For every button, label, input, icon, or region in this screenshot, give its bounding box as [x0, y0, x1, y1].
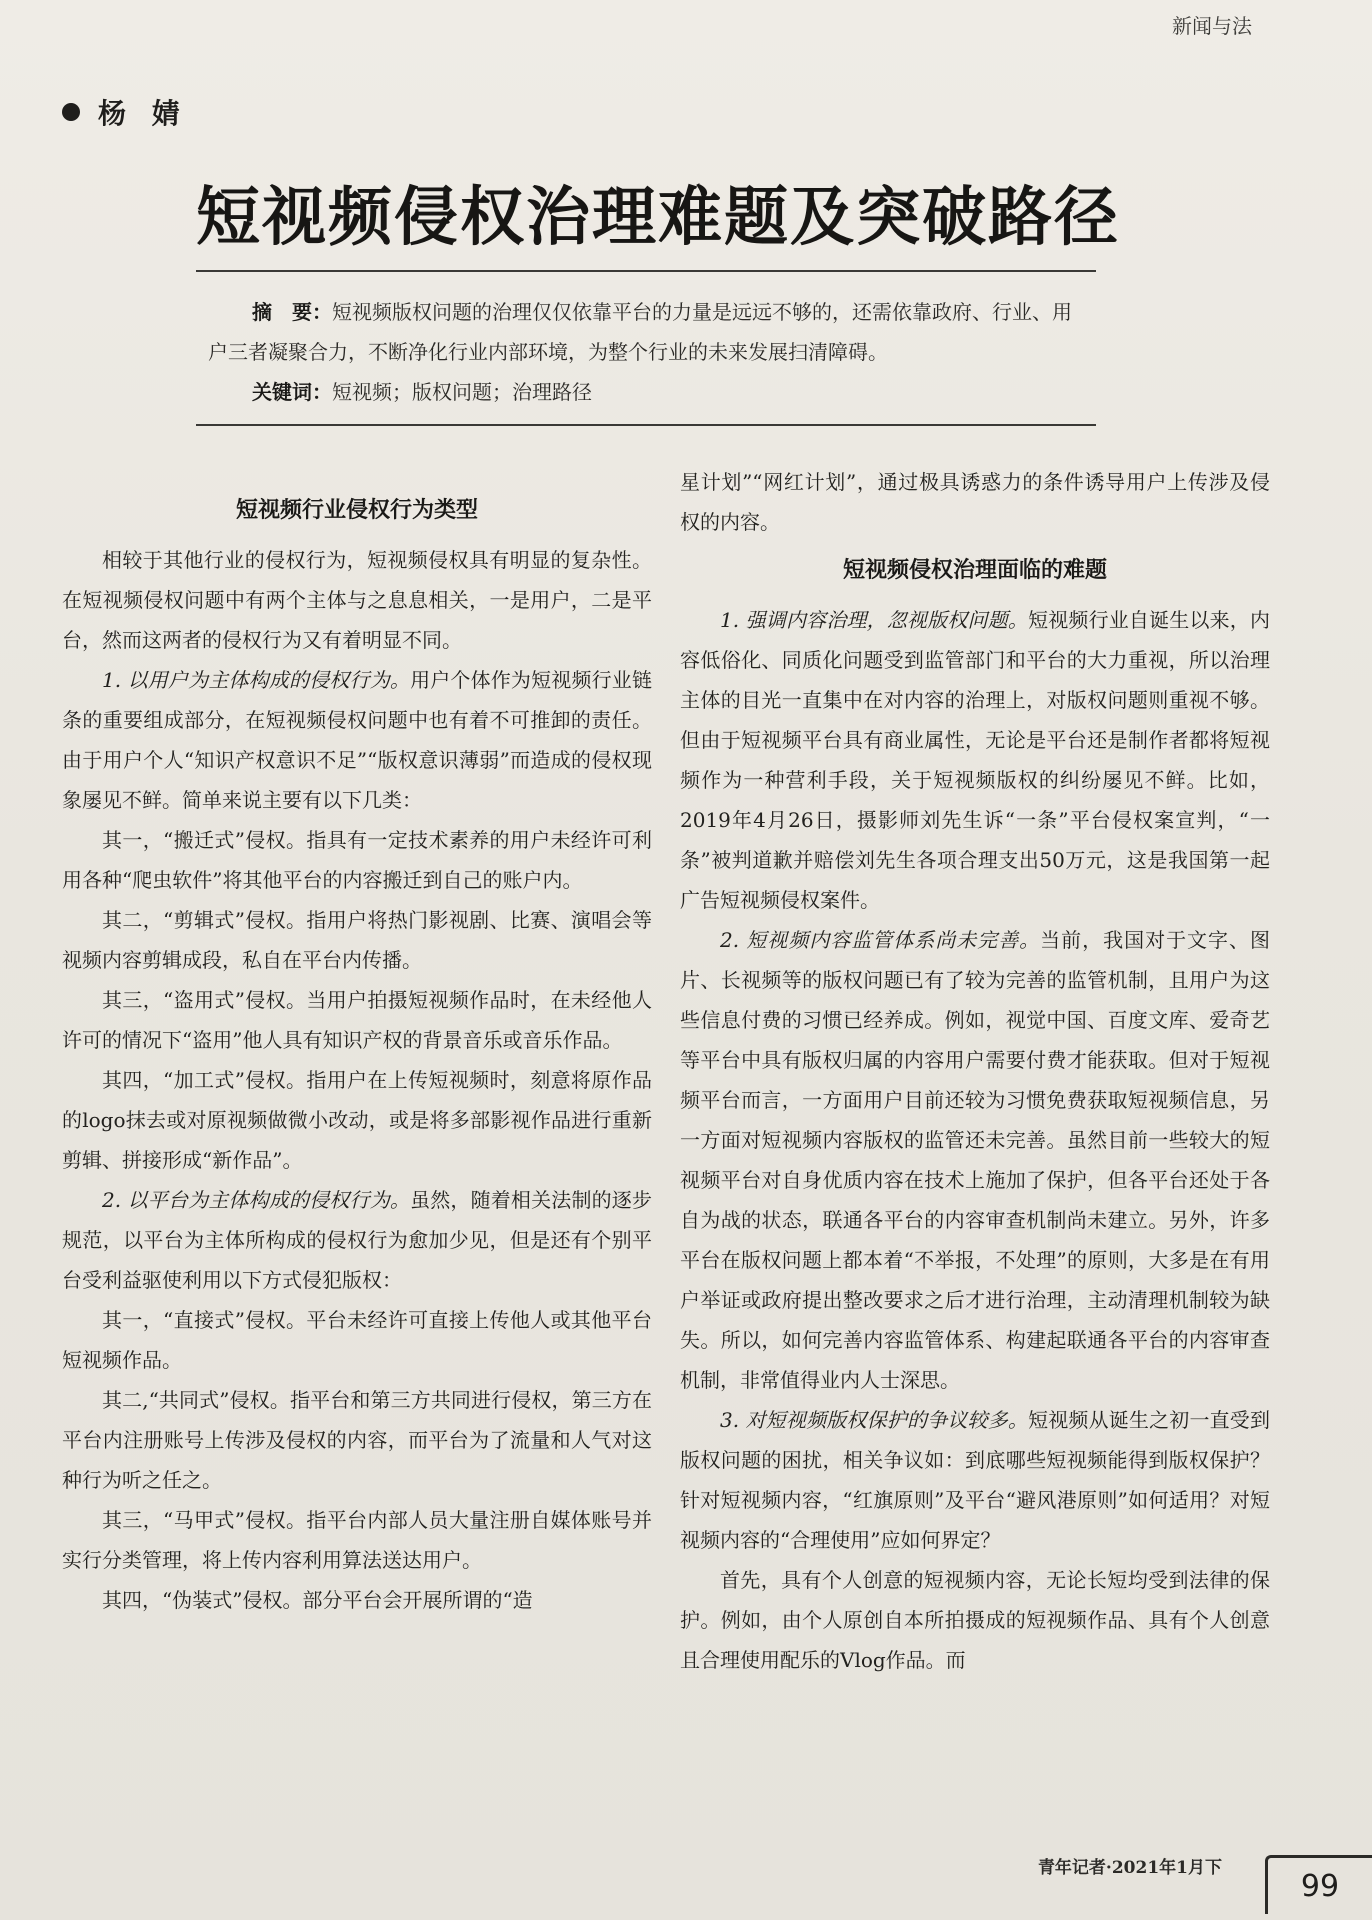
subheading: 2. 短视频内容监管体系尚未完善。 — [720, 928, 1041, 952]
subheading: 1. 以用户为主体构成的侵权行为。 — [102, 668, 411, 692]
paragraph: 其一，“搬迁式”侵权。指具有一定技术素养的用户未经许可利用各种“爬虫软件”将其他平台的内容搬迁到自己的账户内。 — [62, 828, 652, 892]
journal-footer: 青年记者·2021年1月下 — [1037, 1858, 1222, 1878]
abstract-block — [208, 292, 1088, 412]
paragraph: 其二,“共同式”侵权。指平台和第三方共同进行侵权，第三方在平台内注册账号上传涉及侵权的内容，而平台为了流量和人气对这种行为听之任之。 — [62, 1388, 652, 1492]
left-column — [62, 490, 652, 1620]
divider-top — [196, 270, 1096, 272]
keywords-label: 关键词： — [252, 380, 332, 404]
author-name: 杨 婧 — [98, 97, 188, 130]
divider-bottom — [196, 424, 1096, 426]
paragraph: 其三，“马甲式”侵权。指平台内部人员大量注册自媒体账号并实行分类管理，将上传内容利用算法送达用户。 — [62, 1508, 652, 1572]
keywords-text: 短视频；版权问题；治理路径 — [332, 380, 592, 404]
author-line — [62, 92, 188, 132]
abstract-paragraph — [208, 292, 1088, 372]
right-column — [680, 462, 1270, 1680]
section-label: 新闻与法 — [1172, 14, 1252, 38]
paragraph: 首先，具有个人创意的短视频内容，无论长短均受到法律的保护。例如，由个人原创自本所拍摄成的短视频作品、具有个人创意且合理使用配乐的Vlog作品。而 — [680, 1568, 1270, 1672]
paragraph: 其四，“伪装式”侵权。部分平台会开展所谓的“造 — [102, 1588, 533, 1612]
section-heading-types: 短视频行业侵权行为类型 — [235, 497, 478, 523]
section-heading-difficulties: 短视频侵权治理面临的难题 — [842, 557, 1107, 583]
paragraph: 3. 对短视频版权保护的争议较多。短视频从诞生之初一直受到版权问题的困扰，相关争议如：到底哪些短视频能得到版权保护？针对短视频内容，“红旗原则”及平台“避风港原则”如何适用？对短视频内容的“合理使用”应如何界定？ — [680, 1408, 1270, 1552]
paragraph: 其三，“盗用式”侵权。当用户拍摄短视频作品时，在未经他人许可的情况下“盗用”他人具有知识产权的背景音乐或音乐作品。 — [62, 988, 652, 1052]
keywords-paragraph — [208, 372, 1088, 412]
paragraph: 其一，“直接式”侵权。平台未经许可直接上传他人或其他平台短视频作品。 — [62, 1308, 652, 1372]
paragraph: 其四，“加工式”侵权。指用户在上传短视频时，刻意将原作品的logo抹去或对原视频做微小改动，或是将多部影视作品进行重新剪辑、拼接形成“新作品”。 — [62, 1068, 652, 1172]
subheading: 2. 以平台为主体构成的侵权行为。 — [102, 1188, 411, 1212]
page-number: 99 — [1265, 1855, 1372, 1914]
paragraph: 相较于其他行业的侵权行为，短视频侵权具有明显的复杂性。在短视频侵权问题中有两个主体与之息息相关，一是用户，二是平台，然而这两者的侵权行为又有着明显不同。 — [62, 548, 652, 652]
abstract-label: 摘 要： — [252, 300, 332, 324]
bullet-dot-icon — [62, 103, 80, 121]
article-title: 短视频侵权治理难题及突破路径 — [196, 180, 1120, 255]
subheading: 3. 对短视频版权保护的争议较多。 — [720, 1408, 1029, 1432]
paragraph: 1. 强调内容治理，忽视版权问题。短视频行业自诞生以来，内容低俗化、同质化问题受到监管部门和平台的大力重视，所以治理主体的目光一直集中在对内容的治理上，对版权问题则重视不够。但由于短视频平台具有商业属性，无论是平台还是制作者都将短视频作为一种营利手段，关于短视频版权的纠纷屡见不鲜。比如，2019年4月26日，摄影师刘先生诉“一条”平台侵权案宣判，“一条”被判道歉并赔偿刘先生各项合理支出50万元，这是我国第一起广告短视频侵权案件。 — [680, 608, 1270, 912]
paragraph: 其二，“剪辑式”侵权。指用户将热门影视剧、比赛、演唱会等视频内容剪辑成段，私自在平台内传播。 — [62, 908, 652, 972]
paragraph: 1. 以用户为主体构成的侵权行为。用户个体作为短视频行业链条的重要组成部分，在短视频侵权问题中也有着不可推卸的责任。由于用户个人“知识产权意识不足”“版权意识薄弱”而造成的侵权现象屡见不鲜。简单来说主要有以下几类： — [62, 668, 652, 812]
paragraph: 2. 以平台为主体构成的侵权行为。虽然，随着相关法制的逐步规范，以平台为主体所构成的侵权行为愈加少见，但是还有个别平台受利益驱使利用以下方式侵犯版权： — [62, 1188, 652, 1292]
paragraph: 2. 短视频内容监管体系尚未完善。当前，我国对于文字、图片、长视频等的版权问题已有了较为完善的监管机制，且用户为这些信息付费的习惯已经养成。例如，视觉中国、百度文库、爱奇艺等平台中具有版权归属的内容用户需要付费才能获取。但对于短视频平台而言，一方面用户目前还较为习惯免费获取短视频信息，另一方面对短视频内容版权的监管还未完善。虽然目前一些较大的短视频平台对自身优质内容在技术上施加了保护，但各平台还处于各自为战的状态，联通各平台的内容审查机制尚未建立。另外，许多平台在版权问题上都本着“不举报，不处理”的原则，大多是在有用户举证或政府提出整改要求之后才进行治理，主动清理机制较为缺失。所以，如何完善内容监管体系、构建起联通各平台的内容审查机制，非常值得业内人士深思。 — [680, 928, 1270, 1392]
abstract-text: 短视频版权问题的治理仅仅依靠平台的力量是远远不够的，还需依靠政府、行业、用户三者凝聚合力，不断净化行业内部环境，为整个行业的未来发展扫清障碍。 — [208, 300, 1072, 364]
paragraph: 星计划”“网红计划”，通过极具诱惑力的条件诱导用户上传涉及侵权的内容。 — [680, 470, 1270, 534]
subheading: 1. 强调内容治理，忽视版权问题。 — [720, 608, 1029, 632]
